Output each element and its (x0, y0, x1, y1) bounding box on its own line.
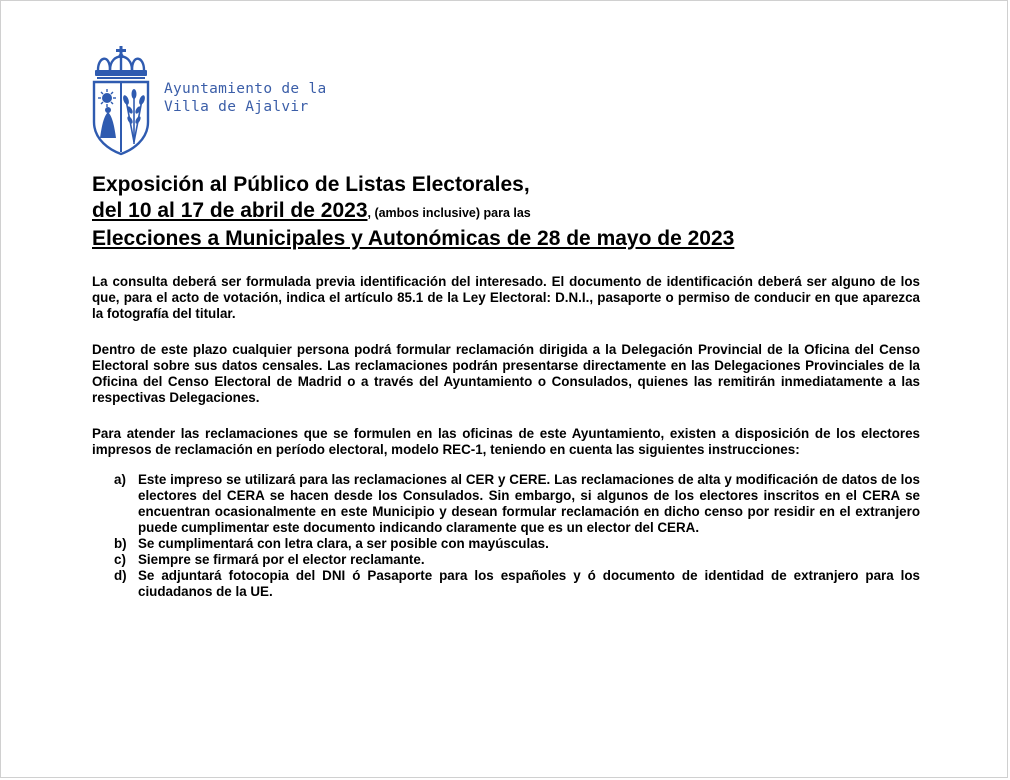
paragraph-instructions-intro: Para atender las reclamaciones que se formulen en las oficinas de este Ayuntamiento, existen a disposición de los electores impresos de reclamación en período electoral, modelo REC-1, teniendo en cuenta las siguientes instrucciones: (92, 426, 920, 457)
date-range-suffix: , (ambos inclusive) para las (367, 206, 531, 220)
organization-name-line-2: Villa de Ajalvir (164, 99, 309, 115)
list-item-marker: a) (114, 472, 126, 487)
list-item-text: Se adjuntará fotocopia del DNI ó Pasaporte para los españoles y ó documento de identidad de extranjero para los ciudadanos de la UE. (138, 568, 920, 599)
organization-name-line-1: Ayuntamiento de la (164, 81, 327, 97)
list-item-marker: b) (114, 536, 127, 551)
document-title: Exposición al Público de Listas Electorales, (92, 173, 530, 196)
election-name: Elecciones a Municipales y Autonómicas de 28 de mayo de 2023 (92, 227, 735, 250)
list-item (114, 552, 920, 568)
paragraph-claims: Dentro de este plazo cualquier persona podrá formular reclamación dirigida a la Delegación Provincial de la Oficina del Censo Electoral sobre sus datos censales. Las reclamaciones podrán presentarse directamente en las Delegaciones Provinciales de la Oficina del Censo Electoral de Madrid o a través del Ayuntamiento o Consulados, quienes las remitirán inmediatamente a las respectivas Delegaciones. (92, 342, 920, 405)
organization-name (164, 80, 327, 116)
list-item-marker: d) (114, 568, 127, 583)
list-item (114, 568, 920, 600)
coat-of-arms-logo (88, 44, 154, 156)
list-item-marker: c) (114, 552, 126, 567)
list-item-text: Se cumplimentará con letra clara, a ser posible con mayúsculas. (138, 536, 549, 551)
exposure-date-range: del 10 al 17 de abril de 2023 (92, 199, 368, 222)
document-date-line (92, 198, 920, 226)
list-item-text: Este impreso se utilizará para las reclamaciones al CER y CERE. Las reclamaciones de alta y modificación de datos de los electores del CERA se hacen desde los Consulados. Sin embargo, si algunos de los electores inscritos en el CERA se encuentran ocasionalmente en este Municipio y desean formular reclamación en dicho censo por residir en el extranjero puede cumplimentar este documento indicando claramente que es un elector del CERA. (138, 472, 920, 535)
instructions-list (92, 472, 920, 600)
letterhead (88, 44, 348, 159)
list-item-text: Siempre se firmará por el elector reclamante. (138, 552, 425, 567)
list-item (114, 536, 920, 552)
document-body (92, 172, 920, 600)
list-item (114, 472, 920, 536)
paragraph-identification: La consulta deberá ser formulada previa identificación del interesado. El documento de identificación deberá ser alguno de los que, para el acto de votación, indica el artículo 85.1 de la Ley Electoral: D.N.I., pasaporte o permiso de conducir en que aparezca la fotografía del titular. (92, 274, 920, 321)
